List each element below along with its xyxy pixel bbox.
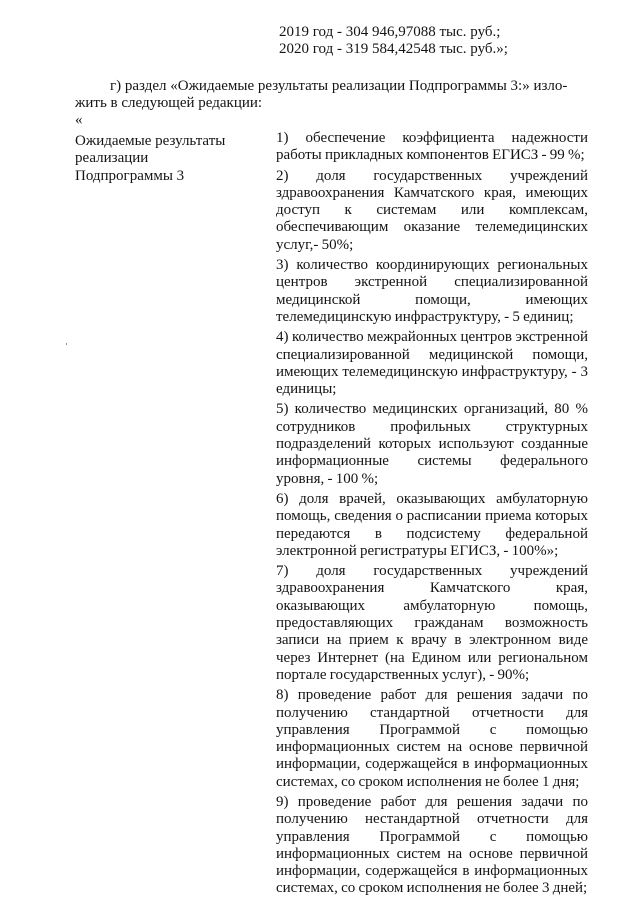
scan-mark xyxy=(66,343,67,345)
result-item-1: 1) обеспечение коэффициента надежности работы прикладных компонентов ЕГИСЗ - 99 %; xyxy=(276,130,588,164)
expected-results-list xyxy=(276,130,588,901)
amendment-line-2: жить в следующей редакции: xyxy=(75,95,263,112)
section-label-line: Подпрограммы 3 xyxy=(75,167,185,184)
result-item-3: 3) количество координирующих региональных центров экстренной специализированной медицинской помощи, имеющих телемедицинскую инфраструктуру, - 5 единиц; xyxy=(276,257,588,325)
result-item-5: 5) количество медицинских организаций, 80 % сотрудников профильных структурных подразделений которых используют созданные информационные системы федерального уровня, - 100 %; xyxy=(276,401,588,487)
amendment-paragraph xyxy=(75,78,591,113)
result-item-4: 4) количество межрайонных центров экстренной специализированной медицинской помощи, имеющих телемедицинскую инфраструктуру, - 3 единицы; xyxy=(276,329,588,398)
amendment-line-1: г) раздел «Ожидаемые результаты реализации Подпрограммы 3:» изло- xyxy=(110,78,568,94)
result-item-6: 6) доля врачей, оказывающих амбулаторную помощь, сведения о расписании приема которых передаются в подсистему федеральной электронной регистратуры ЕГИСЗ, - 100%»; xyxy=(276,490,588,559)
opening-quote: « xyxy=(75,112,83,128)
result-item-2: 2) доля государственных учреждений здравоохранения Камчатского края, имеющих доступ к системам или комплексам, обеспечивающим оказание телемедицинских услуг,- 50%; xyxy=(276,167,588,253)
section-label xyxy=(75,133,265,185)
funding-line-2019: 2019 год - 304 946,97088 тыс. руб.; xyxy=(279,24,501,40)
section-label-line: реализации xyxy=(75,150,149,167)
section-label-line: Ожидаемые результаты xyxy=(75,133,226,149)
funding-line-2020: 2020 год - 319 584,42548 тыс. руб.»; xyxy=(279,41,508,57)
result-item-7: 7) доля государственных учреждений здравоохранения Камчатского края, оказывающих амбулаторную помощь, предоставляющих гражданам возможность записи на прием к врачу в электронном виде через Интернет (на Едином или региональном портале государственных услуг), - 90%; xyxy=(276,563,588,683)
result-item-8: 8) проведение работ для решения задачи по получению стандартной отчетности для управления Программой с помощью информационных систем на основе первичной информации, содержащейся в информационных системах, со сроком исполнения не более 1 дня; xyxy=(276,687,588,790)
result-item-9: 9) проведение работ для решения задачи по получению нестандартной отчетности для управления Программой с помощью информационных систем на основе первичной информации, содержащейся в информационных системах, со сроком исполнения не более 3 дней; xyxy=(276,793,588,897)
